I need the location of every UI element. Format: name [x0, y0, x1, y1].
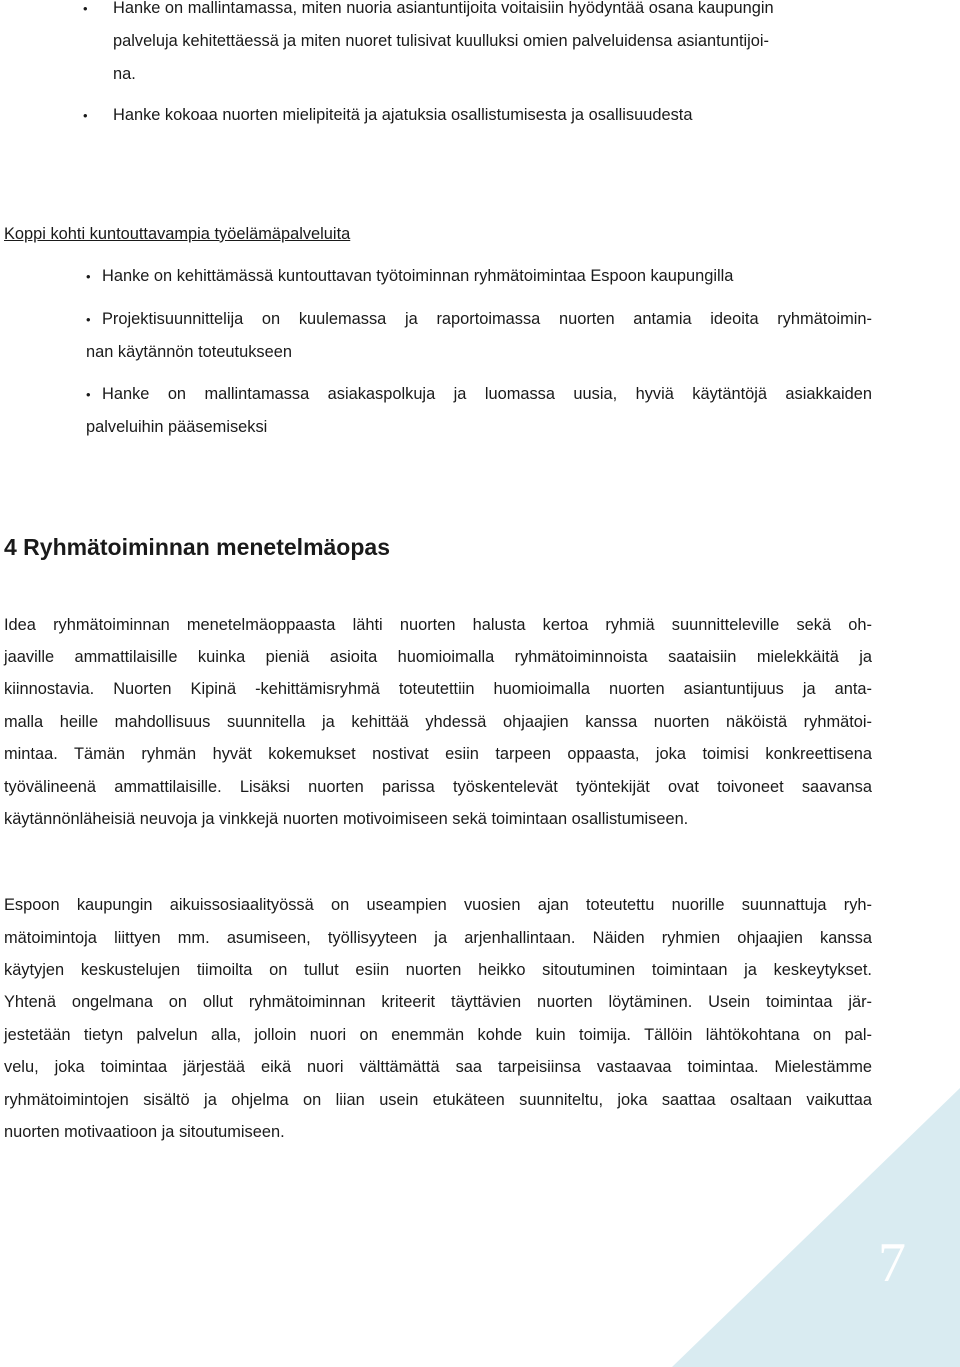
- bullet-icon: •: [83, 108, 88, 123]
- paragraph-line: Idea ryhmätoiminnan menetelmäoppaasta lähti nuorten halusta kertoa ryhmiä suunnitteleville sekä oh-: [4, 616, 872, 634]
- paragraph-line: jestetään tietyn palvelun alla, jolloin nuori on enemmän kohde kuin toimija. Tällöin lähtökohtana on pal-: [4, 1026, 872, 1044]
- bullet-icon: •: [86, 269, 91, 284]
- list-item-line: palveluihin pääsemiseksi: [86, 418, 268, 436]
- list-item-line: Hanke on mallintamassa asiakaspolkuja ja luomassa uusia, hyviä käytäntöjä asiakkaiden: [102, 385, 872, 403]
- paragraph-line: velu, joka toimintaa järjestää eikä nuori välttämättä saa tarpeisiinsa vastaavaa toimintaa. Mielestämme: [4, 1058, 872, 1076]
- list-item-line: palveluja kehitettäessä ja miten nuoret tulisivat kuulluksi omien palveluidensa asiantuntijoi-: [113, 32, 769, 50]
- paragraph-line: ryhmätoimintojen sisältö ja ohjelma on liian usein etukäteen suunniteltu, joka saattaa osaltaan vaikuttaa: [4, 1091, 872, 1109]
- paragraph-line: mätoimintoja liittyen mm. asumiseen, työllisyyteen ja arjenhallintaan. Näiden ryhmien ohjaajien kanssa: [4, 929, 872, 947]
- list-item-line: Hanke on kehittämässä kuntouttavan työtoiminnan ryhmätoimintaa Espoon kaupungilla: [102, 267, 734, 285]
- paragraph-line: nuorten motivaatioon ja sitoutumiseen.: [4, 1123, 285, 1141]
- paragraph-line: kiinnostavia. Nuorten Kipinä -kehittämisryhmä toteutettiin huomioimalla nuorten asiantuntijuus ja anta-: [4, 680, 872, 698]
- paragraph-line: käytännönläheisiä neuvoja ja vinkkejä nuorten motivoimiseen sekä toimintaan osallistumiseen.: [4, 810, 689, 828]
- list-item-line: Hanke kokoaa nuorten mielipiteitä ja ajatuksia osallistumisesta ja osallisuudesta: [113, 106, 693, 124]
- page-number: 7: [878, 1232, 906, 1294]
- paragraph-line: Yhtenä ongelmana on ollut ryhmätoiminnan kriteerit täyttävien nuorten löytäminen. Usein toimintaa jär-: [4, 993, 872, 1011]
- paragraph-line: käytyjen keskustelujen tiimoilta on tullut esiin nuorten heikko sitoutuminen toimintaan ja keskeytykset.: [4, 961, 872, 979]
- bullet-icon: •: [86, 387, 91, 402]
- paragraph-line: Espoon kaupungin aikuissosiaalityössä on useampien vuosien ajan toteutettu nuorille suunnattuja ryh-: [4, 896, 872, 914]
- bullet-icon: •: [86, 312, 91, 327]
- section-link[interactable]: Koppi kohti kuntouttavampia työelämäpalveluita: [4, 225, 351, 243]
- list-item-line: nan käytännön toteutukseen: [86, 343, 292, 361]
- paragraph-line: jaaville ammattilaisille kuinka pieniä asioita huomioimalla ryhmätoiminnoista saataisiin mielekkäitä ja: [4, 648, 872, 666]
- paragraph-line: mintaa. Tämän ryhmän hyvät kokemukset nostivat esiin tarpeen oppaasta, joka toimisi konkreettisena: [4, 745, 872, 763]
- list-item-line: na.: [113, 65, 136, 83]
- list-item-line: Hanke on mallintamassa, miten nuoria asiantuntijoita voitaisiin hyödyntää osana kaupungin: [113, 0, 774, 17]
- paragraph-line: malla heille mahdollisuus suunnitella ja kehittää yhdessä ohjaajien kanssa nuorten näköistä ryhmätoi-: [4, 713, 872, 731]
- section-heading: 4 Ryhmätoiminnan menetelmäopas: [4, 534, 390, 560]
- paragraph-line: työvälineenä ammattilaisille. Lisäksi nuorten parissa työskentelevät työntekijät ovat toivoneet saavansa: [4, 778, 872, 796]
- bullet-icon: •: [83, 1, 88, 16]
- list-item-line: Projektisuunnittelija on kuulemassa ja raportoimassa nuorten antamia ideoita ryhmätoimin-: [102, 310, 872, 328]
